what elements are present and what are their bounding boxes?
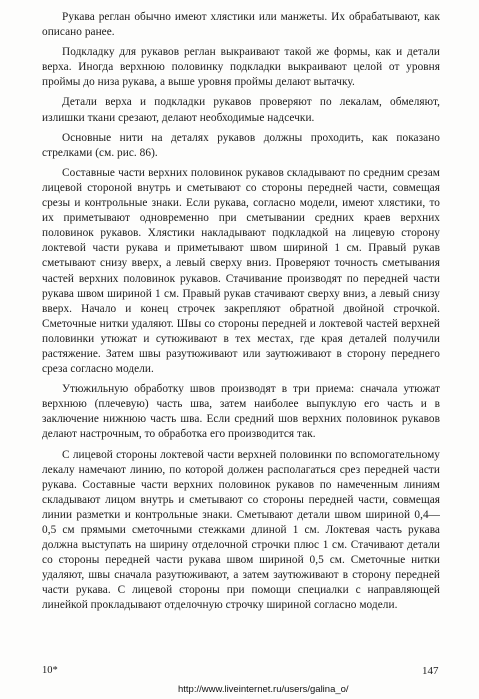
page-text [42, 10, 440, 619]
paragraph-6: Утюжильную обработку швов производят в три приема: сначала утюжат верхнюю (плечевую) часть шва, затем наиболее выпуклую его часть и в заключение нижнюю часть шва. Если средний шов верхних половинок рукавов делают настрочным, то обработка его производится так. [42, 383, 440, 441]
signature-mark: 10* [42, 665, 58, 676]
paragraph-7: С лицевой стороны локтевой части верхней половинки по вспомогательному лекалу намечают линию, по которой должен располагаться срез передней части рукава. Составные части верхних половинок рукавов по намеченным линиям складывают лицом внутрь и сметывают со стороны передней части, совмещая линии разметки и контрольные знаки. Сметывают детали швом шириной 0,4—0,5 см прямыми сметочными стежками длиной 1 см. Локтевая часть рукава должна выступать на ширину отделочной строчки плюс 1 см. Стачивают детали со стороны передней части рукава швом шириной 0,5 см. Сметочные нитки удаляют, швы сначала разутюживают, а затем заутюживают в сторону передней части рукава. С лицевой стороны при помощи специалки с направляющей линейкой прокладывают отделочную строчку шириной согласно модели. [42, 448, 440, 612]
paragraph-4: Основные нити на деталях рукавов должны проходить, как показано стрелками (см. рис. 86). [42, 131, 440, 159]
page-number: 147 [422, 665, 439, 677]
paragraph-5: Составные части верхних половинок рукавов складывают по средним срезам лицевой стороной внутрь и сметывают со стороны передней части, совмещая срезы и контрольные знаки. Если рукава, согласно модели, имеют хлястики, то их приметывают одновременно при сметывании средних краев верхних половинок рукавов. Хлястики накладывают подкладкой на лицевую сторону локтевой части рукава и приметывают швом шириной 1 см. Правый рукав сметывают снизу вверх, а левый сверху вниз. Проверяют точность сметывания частей верхних половинок рукавов. Стачивание производят по передней части рукава швом шириной 1 см. Правый рукав стачивают сверху вниз, а левый снизу вверх. Начало и конец строчек закрепляют обратной двойной строчкой. Сметочные нитки удаляют. Швы со стороны передней и локтевой частей верхней половинки утюжат и сутюживают в тех местах, где края деталей получили растяжение. Затем швы разутюживают или заутюживают в сторону переднего среза согласно модели. [42, 166, 440, 376]
paragraph-3: Детали верха и подкладки рукавов проверяют по лекалам, обмеляют, излишки ткани срезают, делают необходимые надсечки. [42, 96, 440, 124]
paragraph-2: Подкладку для рукавов реглан выкраивают такой же формы, как и детали верха. Иногда верхнюю половинку подкладки выкраивают целой от уровня проймы до низа рукава, а выше уровня проймы делают вытачку. [42, 46, 440, 89]
watermark-url: http://www.liveinternet.ru/users/galina_o/ [178, 684, 349, 695]
paragraph-1: Рукава реглан обычно имеют хлястики или манжеты. Их обрабатывают, как описано ранее. [42, 11, 440, 39]
